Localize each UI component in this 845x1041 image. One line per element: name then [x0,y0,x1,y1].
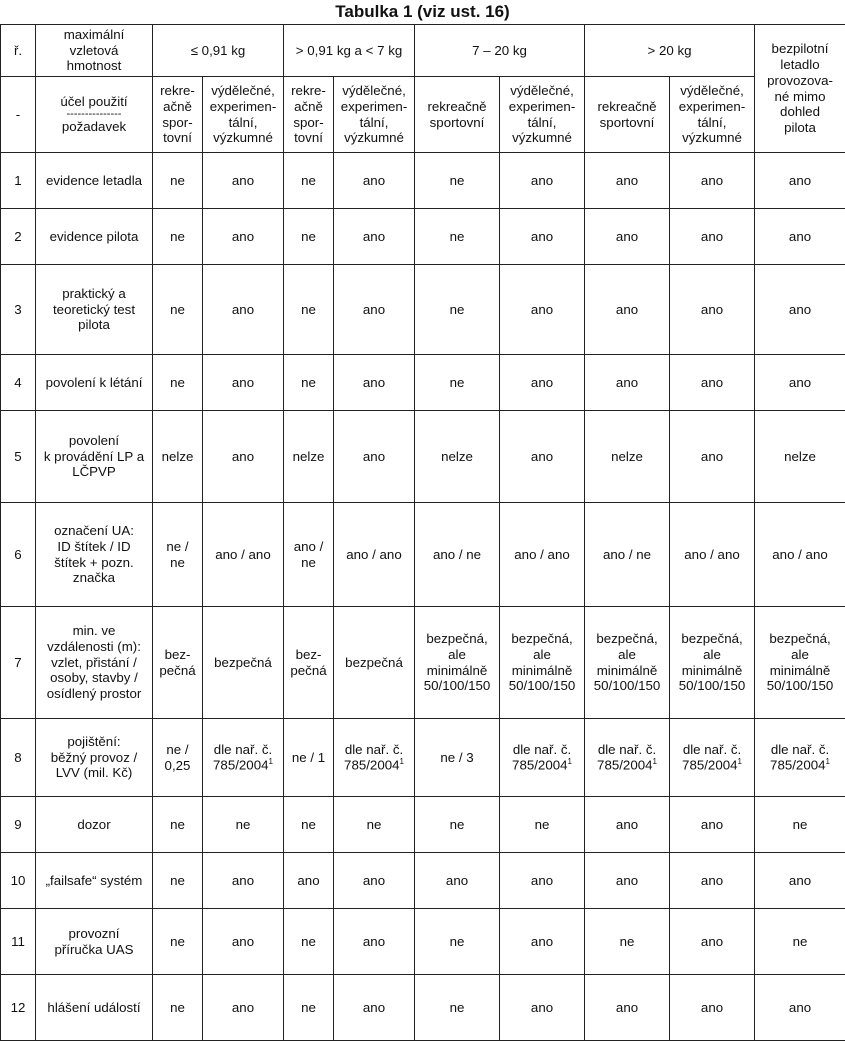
row-cell: ne [153,909,203,975]
row-cell: ano [334,265,415,355]
row-cell: ano [670,411,755,503]
header-purpose-bottom: požadavek [37,119,151,135]
table-row [1,411,845,503]
row-cell: ano [755,355,845,411]
row-cell: ano [500,265,585,355]
table-row [1,265,845,355]
row-cell: nelze [284,411,334,503]
row-cell: ano [670,153,755,209]
row-cell: ne / 3 [415,719,500,797]
row-cell: ano / ano [500,503,585,607]
row-cell: ano [415,853,500,909]
row-cell: bezpečná, ale minimálně 50/100/150 [585,607,670,719]
row-cell: ano [334,909,415,975]
row-cell: ne [203,797,284,853]
row-requirement: „failsafe“ systém [36,853,153,909]
row-cell: ne [153,975,203,1041]
row-cell: ano / ano [203,503,284,607]
row-cell: bezpečná, ale minimálně 50/100/150 [755,607,845,719]
row-cell: ne [415,209,500,265]
row-cell: ano [585,853,670,909]
row-cell: ano [203,355,284,411]
row-cell: ano [203,411,284,503]
row-cell: ano [585,153,670,209]
row-cell: ano [334,853,415,909]
row-number: 4 [1,355,36,411]
row-cell: ano [334,355,415,411]
sub-commercial-4: výdělečné, experimen- tální, výzkumné [670,77,755,153]
row-number: 2 [1,209,36,265]
row-cell: ano [500,411,585,503]
sub-commercial-2: výdělečné, experimen- tální, výzkumné [334,77,415,153]
sub-commercial-3: výdělečné, experimen- tální, výzkumné [500,77,585,153]
row-cell: ano / ne [585,503,670,607]
row-number: 11 [1,909,36,975]
footnote-mark: 1 [568,757,572,766]
row-cell: ano [203,909,284,975]
table-row [1,503,845,607]
row-cell: ano [500,975,585,1041]
row-cell: ne [415,153,500,209]
row-cell: ano [500,153,585,209]
row-cell [334,719,415,797]
row-cell: bezpečná [203,607,284,719]
row-cell: ano [334,411,415,503]
footnote-mark: 1 [738,757,742,766]
row-number: 10 [1,853,36,909]
header-purpose [36,77,153,153]
row-cell: ne [415,797,500,853]
header-bvlos: bezpilotní letadlo provozova- né mimo dohled pilota [755,25,845,153]
row-cell: ne [153,265,203,355]
row-cell: ne [755,797,845,853]
row-cell: bezpečná, ale minimálně 50/100/150 [500,607,585,719]
row-cell: ano [670,975,755,1041]
row-cell: ano [203,265,284,355]
row-cell: ne [415,909,500,975]
row-cell [203,719,284,797]
row-cell: ano [670,265,755,355]
row-cell: ne / ne [153,503,203,607]
row-cell: ne [415,265,500,355]
row-cell: ne [153,853,203,909]
row-requirement: povolení k provádění LP a LČPVP [36,411,153,503]
row-cell: ano [755,153,845,209]
row-number: 12 [1,975,36,1041]
header-purpose-separator: --------------- [37,110,151,119]
row-cell: ano [755,853,845,909]
row-cell: ne [755,909,845,975]
row-requirement: hlášení událostí [36,975,153,1041]
sub-recreational-4: rekreačně sportovní [585,77,670,153]
table-row [1,909,845,975]
cell-text: dle nař. č. 785/2004 [213,742,272,773]
row-cell: ne [415,975,500,1041]
header-row-number: ř. [1,25,36,77]
table-row [1,355,845,411]
row-cell: ano [334,153,415,209]
row-cell [670,719,755,797]
requirements-table [0,24,845,1041]
header-group-2: > 0,91 kg a < 7 kg [284,25,415,77]
row-cell: ano [670,909,755,975]
row-number: 5 [1,411,36,503]
row-cell: nelze [755,411,845,503]
table-title: Tabulka 1 (viz ust. 16) [0,0,845,24]
row-cell: ano / ano [755,503,845,607]
row-cell: ne [334,797,415,853]
row-cell: ano [500,209,585,265]
row-cell: ano / ano [334,503,415,607]
row-cell: bezpečná [334,607,415,719]
row-cell: ano [585,975,670,1041]
row-cell: ano [284,853,334,909]
header-group-3: 7 – 20 kg [415,25,585,77]
row-requirement: označení UA: ID štítek / ID štítek + pozn. značka [36,503,153,607]
table-row [1,975,845,1041]
row-cell: ano [670,355,755,411]
table-row [1,719,845,797]
row-cell: ano [500,853,585,909]
row-cell [755,719,845,797]
footnote-mark: 1 [400,757,404,766]
row-cell: ne [153,355,203,411]
row-requirement: praktický a teoretický test pilota [36,265,153,355]
row-cell: ne [284,153,334,209]
row-cell: ano [755,209,845,265]
row-cell: ano [755,265,845,355]
row-cell: ano [670,853,755,909]
row-number: 3 [1,265,36,355]
row-requirement: povolení k létání [36,355,153,411]
cell-text: dle nař. č. 785/2004 [597,742,656,773]
sub-recreational-2: rekre- ačně spor- tovní [284,77,334,153]
row-cell: ano [585,265,670,355]
row-cell: ano [334,209,415,265]
row-cell: ano [203,153,284,209]
row-cell: ne [585,909,670,975]
row-cell: ne [153,797,203,853]
row-cell: ne [284,975,334,1041]
header-group-4: > 20 kg [585,25,755,77]
table-row [1,853,845,909]
row-cell: ne [284,209,334,265]
sub-recreational-3: rekreačně sportovní [415,77,500,153]
row-cell: ne [284,265,334,355]
row-cell: ne / 0,25 [153,719,203,797]
footnote-mark: 1 [269,757,273,766]
row-requirement: evidence letadla [36,153,153,209]
row-cell [500,719,585,797]
cell-text: dle nař. č. 785/2004 [512,742,571,773]
cell-text: dle nař. č. 785/2004 [770,742,829,773]
row-cell: bez- pečná [153,607,203,719]
table-row [1,607,845,719]
row-cell: ano [585,355,670,411]
row-cell: ne [284,909,334,975]
row-requirement: dozor [36,797,153,853]
table-row [1,153,845,209]
row-cell: ne [284,355,334,411]
row-cell: ano [755,975,845,1041]
row-cell: ano [585,209,670,265]
row-cell: ne [500,797,585,853]
row-cell: ne [415,355,500,411]
row-cell: ano [585,797,670,853]
cell-text: dle nař. č. 785/2004 [682,742,741,773]
row-cell: ano [203,209,284,265]
row-cell: nelze [585,411,670,503]
row-cell: ne [153,209,203,265]
row-cell: bezpečná, ale minimálně 50/100/150 [670,607,755,719]
sub-recreational-1: rekre- ačně spor- tovní [153,77,203,153]
row-cell: nelze [415,411,500,503]
row-cell: ne / 1 [284,719,334,797]
header-group-1: ≤ 0,91 kg [153,25,284,77]
row-cell: ano / ne [415,503,500,607]
row-requirement: evidence pilota [36,209,153,265]
footnote-mark: 1 [826,757,830,766]
row-cell: bezpečná, ale minimálně 50/100/150 [415,607,500,719]
sub-commercial-1: výdělečné, experimen- tální, výzkumné [203,77,284,153]
row-requirement: pojištění: běžný provoz / LVV (mil. Kč) [36,719,153,797]
row-cell: ano [670,797,755,853]
row-cell: ano [203,975,284,1041]
row-requirement: min. ve vzdálenosti (m): vzlet, přistání / osoby, stavby / osídlený prostor [36,607,153,719]
row-cell: ano [203,853,284,909]
row-cell [585,719,670,797]
row-cell: ne [284,797,334,853]
row-number: 6 [1,503,36,607]
footnote-mark: 1 [653,757,657,766]
row-number: 8 [1,719,36,797]
header-mass: maximální vzletová hmotnost [36,25,153,77]
table-row [1,209,845,265]
header-dash: - [1,77,36,153]
row-cell: nelze [153,411,203,503]
cell-text: dle nař. č. 785/2004 [344,742,403,773]
row-number: 9 [1,797,36,853]
row-cell: bez- pečná [284,607,334,719]
header-purpose-top: účel použití [37,94,151,110]
table-row [1,797,845,853]
row-cell: ano / ne [284,503,334,607]
row-cell: ne [153,153,203,209]
row-cell: ano [500,355,585,411]
row-requirement: provozní příručka UAS [36,909,153,975]
row-cell: ano / ano [670,503,755,607]
row-cell: ano [500,909,585,975]
row-cell: ano [334,975,415,1041]
row-number: 7 [1,607,36,719]
row-number: 1 [1,153,36,209]
row-cell: ano [670,209,755,265]
